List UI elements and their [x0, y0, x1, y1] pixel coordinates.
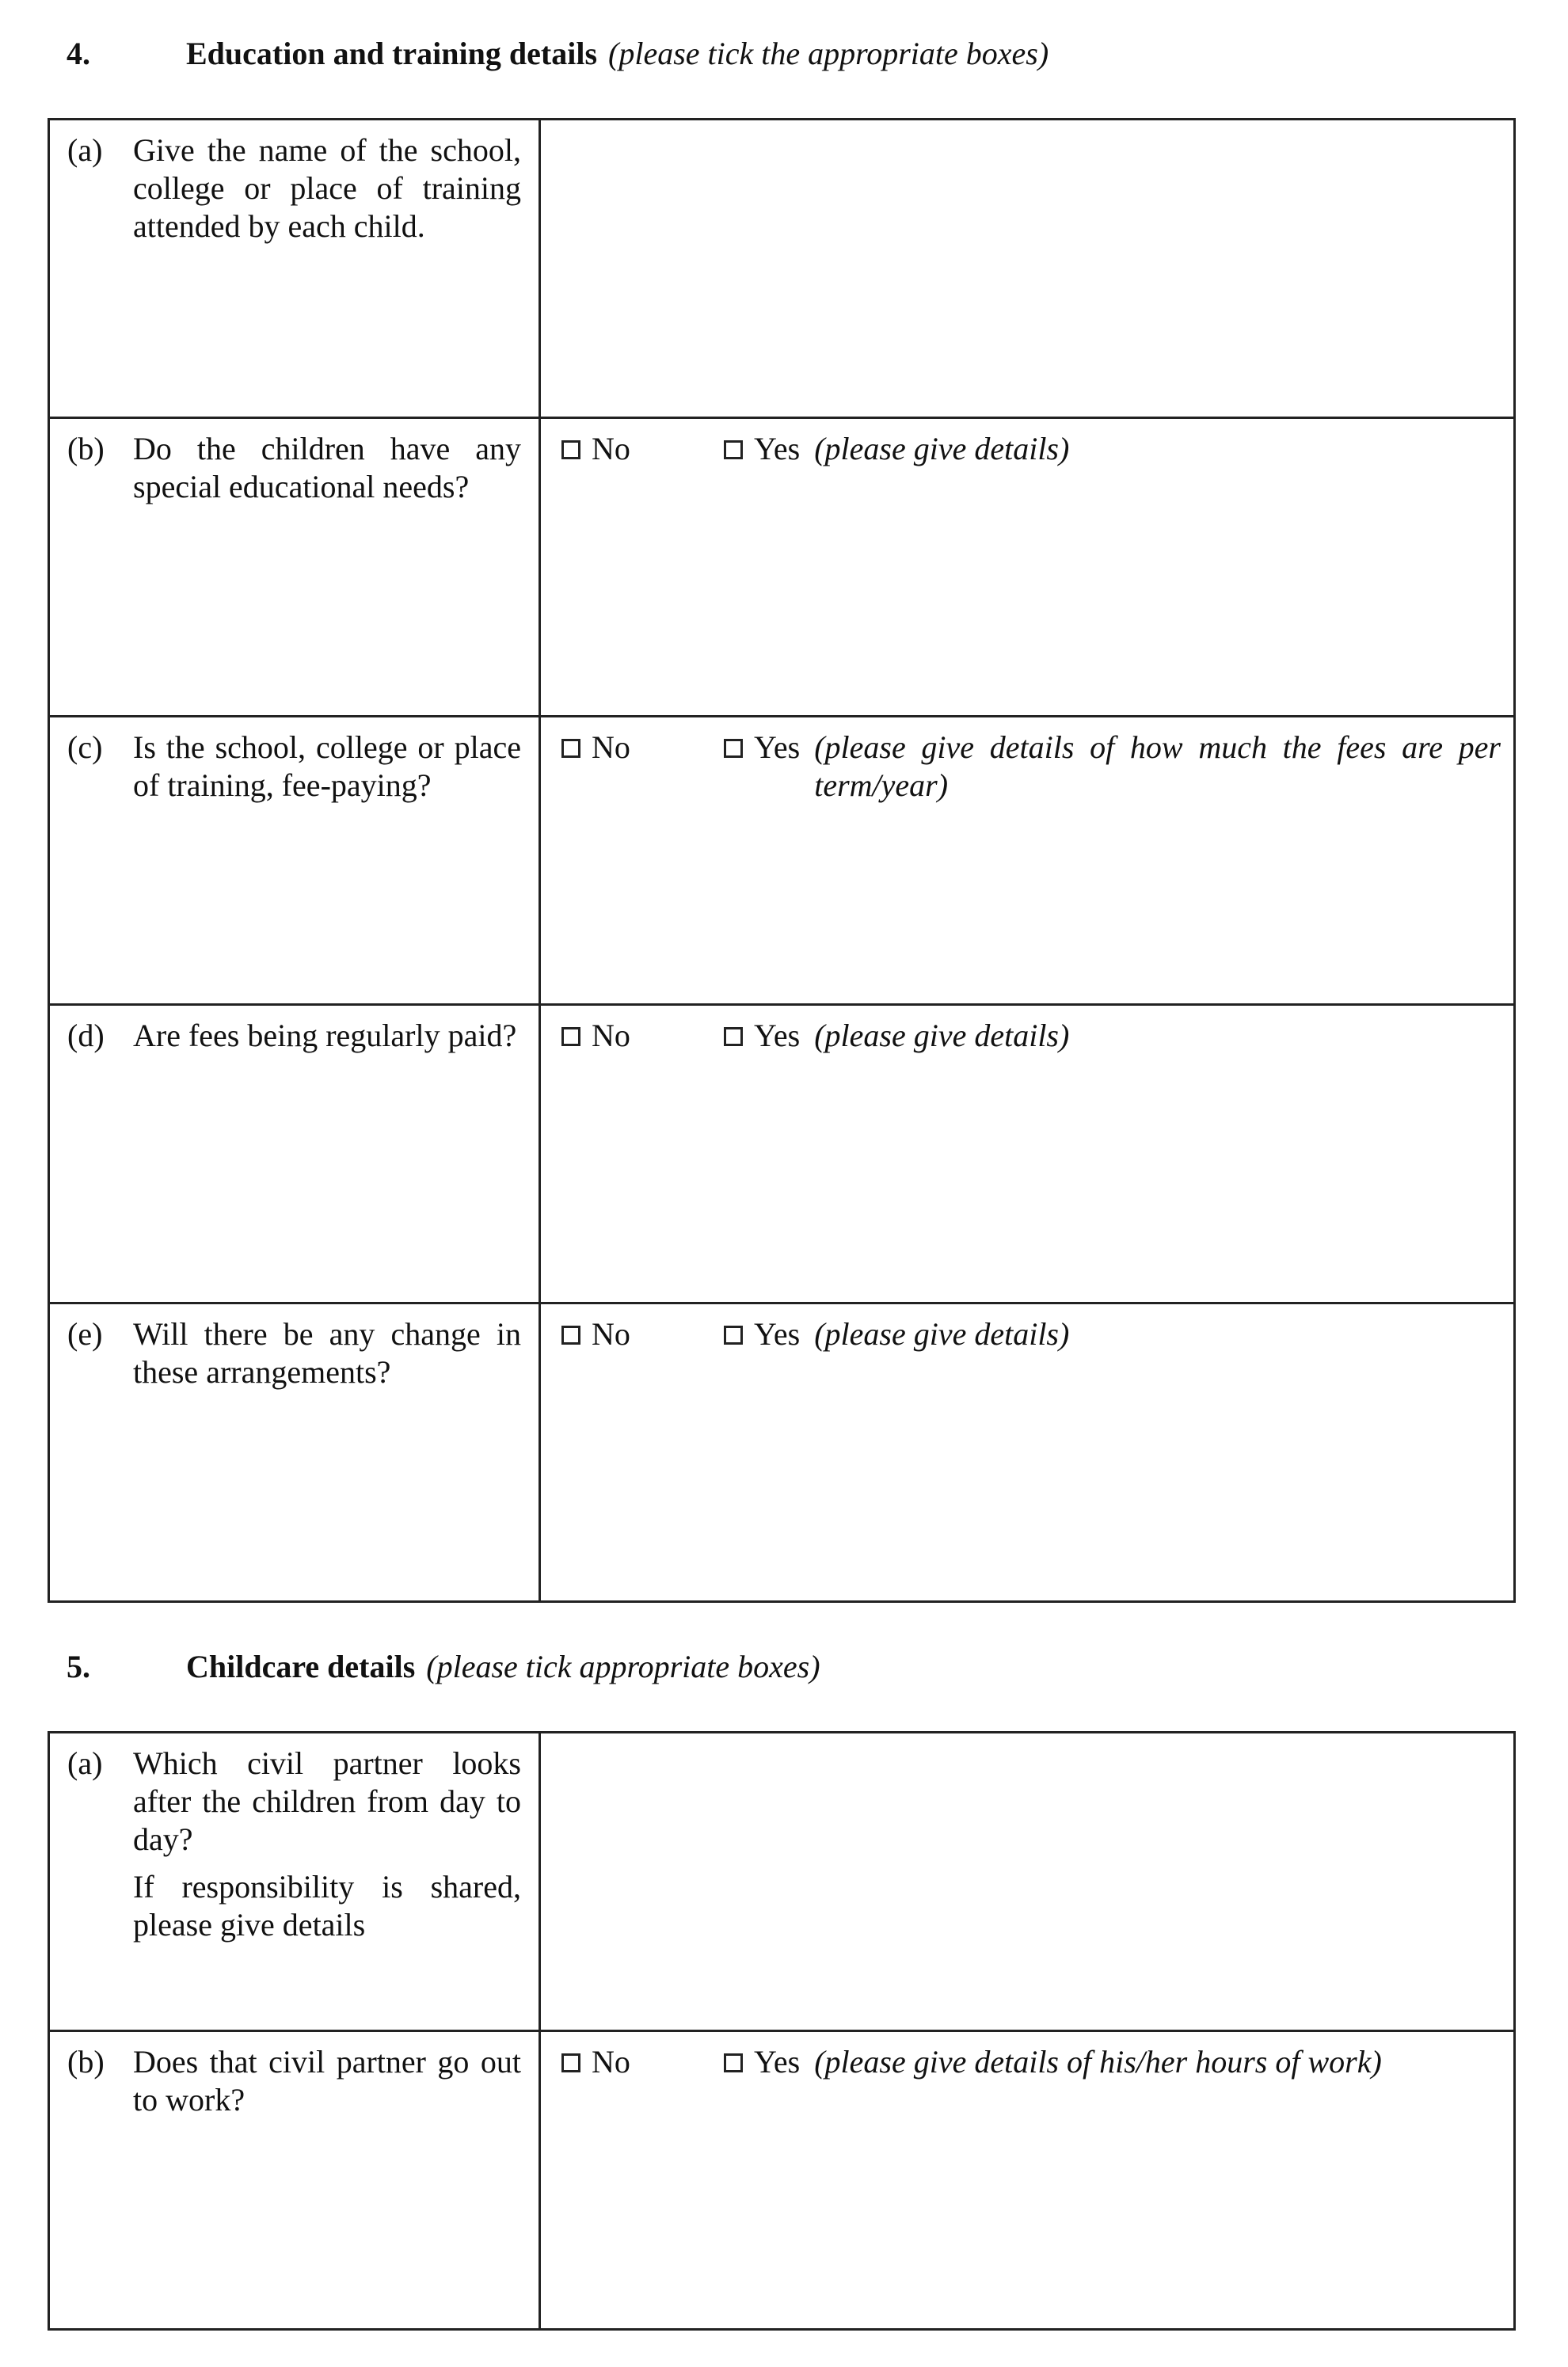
education-row-a	[49, 120, 1515, 418]
fee-paying-question: Is the school, college or place of training, fee-paying?	[133, 729, 521, 803]
section-4-title-text: Education and training details	[186, 36, 598, 71]
section-5-title-text: Childcare details	[186, 1649, 416, 1684]
childcare-row-b	[49, 2031, 1515, 2330]
question-cell	[49, 717, 540, 1005]
school-name-question: Give the name of the school, college or place of training attended by each child.	[133, 132, 521, 244]
section-4-heading	[0, 30, 1568, 78]
yes-label: Yes	[754, 2044, 801, 2080]
no-label: No	[592, 1018, 630, 1053]
special-needs-question: Do the children have any special educational needs?	[133, 431, 521, 504]
checkbox-icon[interactable]	[724, 1326, 743, 1345]
arrangements-change-no-option[interactable]	[561, 1315, 630, 1353]
fee-paying-yes-option[interactable]	[724, 729, 1501, 805]
yes-details-instruction: (please give details)	[814, 431, 1070, 466]
goes-to-work-no-option[interactable]	[561, 2043, 630, 2081]
school-name-answer-field[interactable]	[540, 120, 1515, 418]
education-row-d	[49, 1005, 1515, 1303]
section-5-title	[186, 1643, 820, 1691]
section-5-heading	[0, 1643, 1568, 1691]
checkbox-icon[interactable]	[724, 739, 743, 758]
row-letter: (e)	[67, 1316, 103, 1352]
checkbox-icon[interactable]	[724, 2053, 743, 2072]
section-5-note: (please tick appropriate boxes)	[426, 1649, 820, 1684]
row-letter: (d)	[67, 1018, 105, 1053]
childcare-row-a	[49, 1733, 1515, 2031]
section-4-number: 4.	[67, 36, 90, 71]
question-cell	[49, 120, 540, 418]
no-label: No	[592, 2044, 630, 2080]
no-label: No	[592, 729, 630, 765]
fee-paying-answer-field[interactable]	[540, 717, 1515, 1005]
day-to-day-care-question-text: Which civil partner looks after the children from day to day?	[133, 1745, 521, 1857]
row-letter: (a)	[67, 1745, 103, 1781]
fees-paid-no-option[interactable]	[561, 1017, 630, 1055]
section-5-number: 5.	[67, 1649, 90, 1684]
row-letter: (c)	[67, 729, 103, 765]
checkbox-icon[interactable]	[561, 2053, 580, 2072]
no-label: No	[592, 1316, 630, 1352]
yes-label: Yes	[754, 1316, 801, 1352]
yes-label: Yes	[754, 1018, 801, 1053]
shared-responsibility-note: If responsibility is shared, please give details	[133, 1869, 521, 1943]
fees-paid-yes-option[interactable]	[724, 1017, 1501, 1055]
childcare-table	[48, 1731, 1516, 2331]
arrangements-change-answer-field[interactable]	[540, 1303, 1515, 1602]
section-4-note: (please tick the appropriate boxes)	[608, 36, 1049, 71]
arrangements-change-yes-option[interactable]	[724, 1315, 1501, 1353]
fees-paid-answer-field[interactable]	[540, 1005, 1515, 1303]
section-4-title	[186, 30, 1049, 78]
row-letter: (b)	[67, 2044, 105, 2080]
checkbox-icon[interactable]	[724, 1027, 743, 1046]
goes-to-work-question: Does that civil partner go out to work?	[133, 2044, 521, 2118]
row-letter: (b)	[67, 431, 105, 466]
checkbox-icon[interactable]	[561, 440, 580, 459]
checkbox-icon[interactable]	[561, 739, 580, 758]
fees-paid-question: Are fees being regularly paid?	[133, 1018, 517, 1053]
education-row-e	[49, 1303, 1515, 1602]
checkbox-icon[interactable]	[724, 440, 743, 459]
yes-details-instruction: (please give details of how much the fees are per term/year)	[814, 729, 1501, 803]
day-to-day-care-question	[133, 1745, 521, 1944]
goes-to-work-answer-field[interactable]	[540, 2031, 1515, 2330]
education-table	[48, 118, 1516, 1603]
checkbox-icon[interactable]	[561, 1027, 580, 1046]
question-cell	[49, 2031, 540, 2330]
education-row-c	[49, 717, 1515, 1005]
yes-label: Yes	[754, 431, 801, 466]
question-cell	[49, 1005, 540, 1303]
yes-details-instruction: (please give details)	[814, 1018, 1070, 1053]
education-row-b	[49, 418, 1515, 717]
yes-details-instruction: (please give details of his/her hours of work)	[814, 2044, 1382, 2080]
no-label: No	[592, 431, 630, 466]
yes-label: Yes	[754, 729, 801, 765]
question-cell	[49, 1303, 540, 1602]
question-cell	[49, 1733, 540, 2031]
question-cell	[49, 418, 540, 717]
special-needs-no-option[interactable]	[561, 430, 630, 468]
row-letter: (a)	[67, 132, 103, 168]
goes-to-work-yes-option[interactable]	[724, 2043, 1501, 2081]
special-needs-answer-field[interactable]	[540, 418, 1515, 717]
checkbox-icon[interactable]	[561, 1326, 580, 1345]
arrangements-change-question: Will there be any change in these arrangements?	[133, 1316, 521, 1390]
yes-details-instruction: (please give details)	[814, 1316, 1070, 1352]
special-needs-yes-option[interactable]	[724, 430, 1501, 468]
fee-paying-no-option[interactable]	[561, 729, 630, 767]
day-to-day-care-answer-field[interactable]	[540, 1733, 1515, 2031]
